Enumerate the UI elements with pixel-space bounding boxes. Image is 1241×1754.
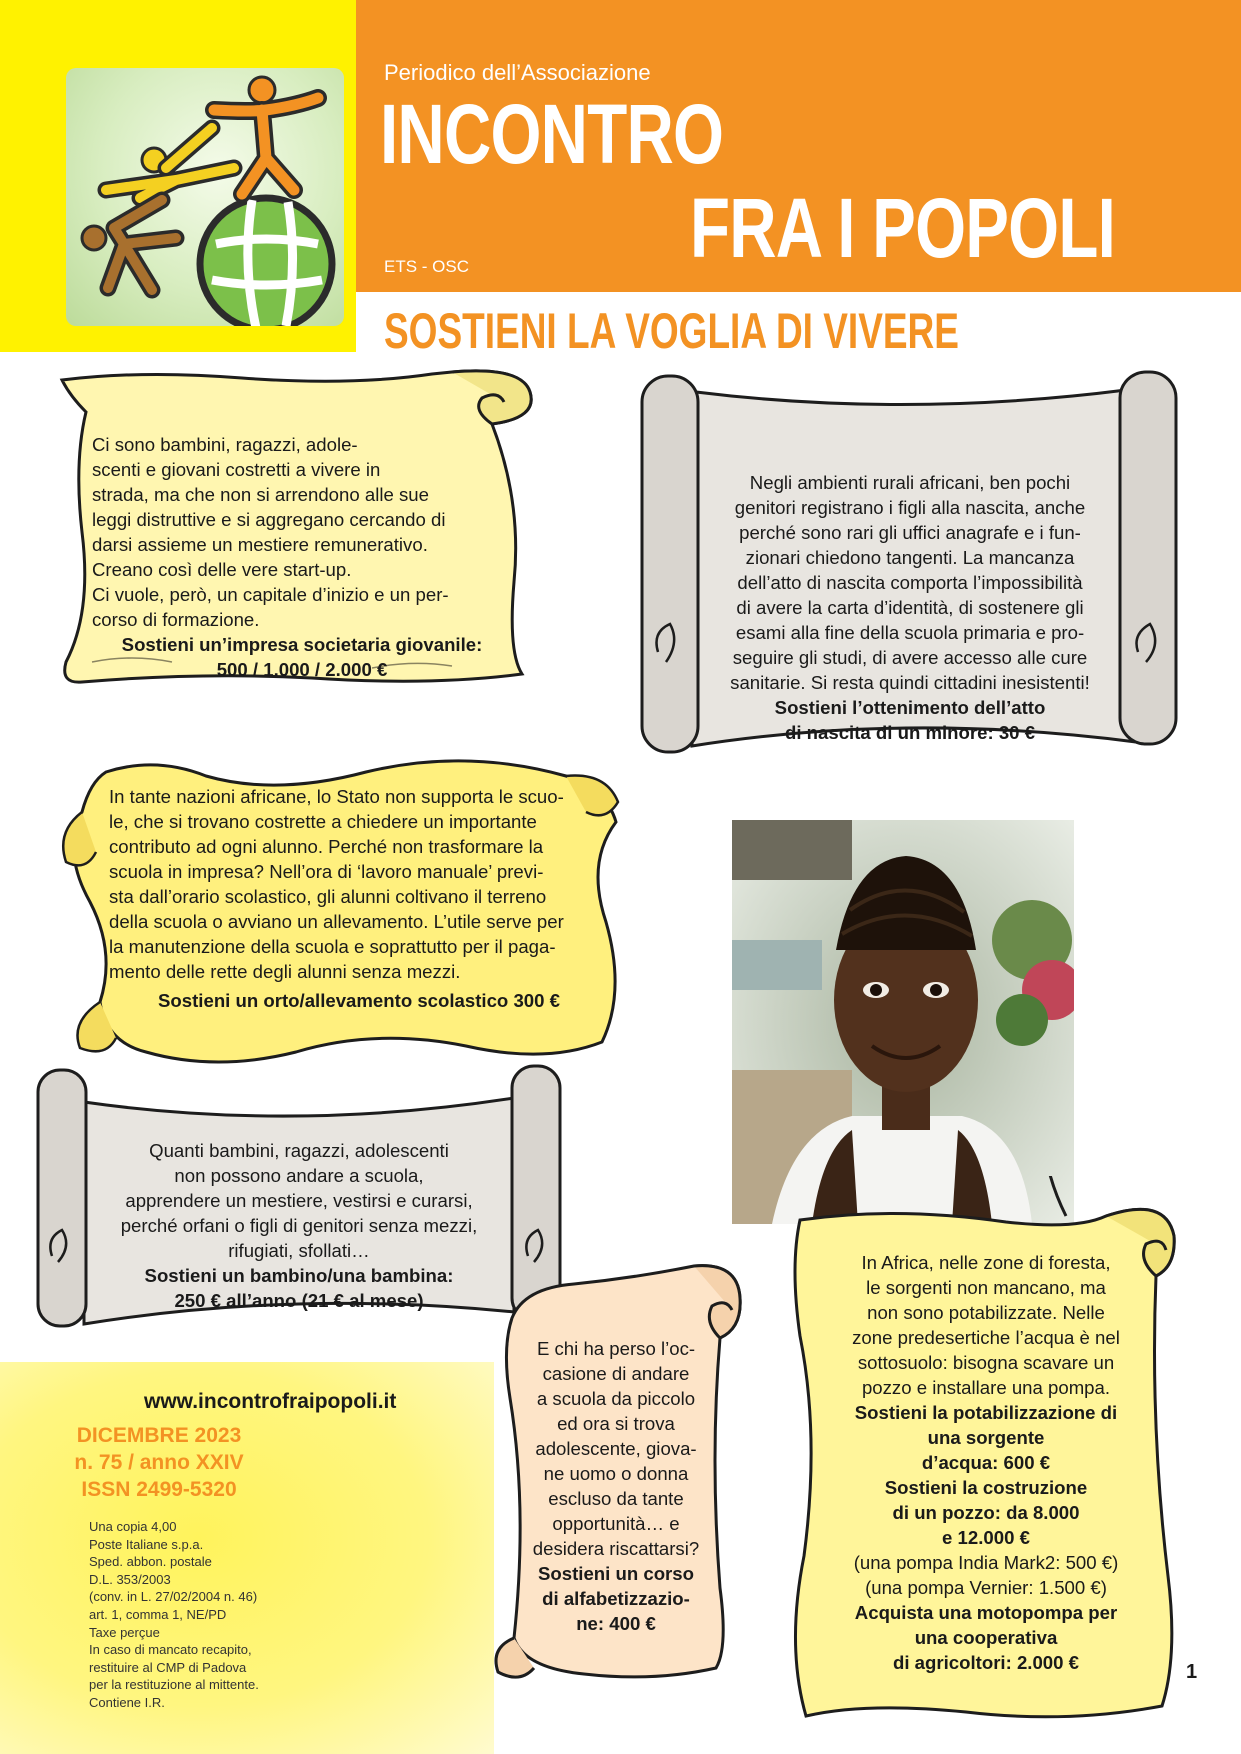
postal-line: restituire al CMP di Padova [89,1659,247,1675]
box6-body [806,1250,1166,1675]
cta-line: Sostieni un corso [537,1563,694,1584]
postal-line: per la restituzione al mittente. [89,1677,259,1693]
scroll-box-youth-enterprise [52,362,546,692]
cta-line: Sostieni la costruzione [884,1477,1088,1498]
box4-body [94,1138,504,1313]
box3-body [109,784,609,1013]
note-line: (una pompa India Mark2: 500 €) [853,1552,1119,1573]
masthead-title-line1: INCONTRO [380,87,724,181]
text-line: di avere la carta d’identità, di sostenere gli [736,597,1084,618]
postal-line: Poste Italiane s.p.a. [89,1536,204,1552]
postal-line: Taxe perçue [89,1624,160,1640]
cta-line: Sostieni la potabilizzazione di [854,1402,1118,1423]
text-line: Ci vuole, però, un capitale d’inizio e un per- [92,584,449,605]
page-number: 1 [1186,1661,1198,1683]
box5-body [516,1336,716,1636]
text-line: Ci sono bambini, ragazzi, adole- [92,434,358,455]
text-line: mento delle rette degli alunni senza mezzi. [109,961,461,982]
text-line: della scuola o avviano un allevamento. L’utile serve per [109,911,564,932]
text-line: opportunità… e [552,1513,680,1534]
box2-body [696,470,1124,745]
scroll-box-birth-certificate [636,362,1182,758]
text-line: seguire gli studi, di avere accesso alle cure [732,647,1088,668]
cta-line: di un pozzo: da 8.000 [892,1502,1080,1523]
text-line: perché sono rari gli uffici anagrafe e i fun- [739,522,1081,543]
text-line: le sorgenti non mancano, ma [866,1277,1106,1298]
cta-line: una sorgente [927,1427,1045,1448]
text-line: corso di formazione. [92,609,260,630]
issue-number: n. 75 / anno XXIV [74,1451,244,1474]
cta-line: Sostieni un orto/allevamento scolastico 300 € [158,990,560,1011]
text-line: Quanti bambini, ragazzi, adolescenti [149,1140,449,1161]
scroll-box-water-projects [776,1176,1206,1736]
postal-line: Sped. abbon. postale [89,1554,212,1570]
website-link[interactable]: www.incontrofraipopoli.it [144,1390,397,1413]
text-line: strada, ma che non si arrendono alle sue [92,484,429,505]
text-line: le, che si trovano costrette a chiedere un importante [109,811,537,832]
postal-line: Una copia 4,00 [89,1519,177,1534]
cta-line: di alfabetizzazio- [542,1588,690,1609]
box1-body [92,432,512,682]
text-line: apprendere un mestiere, vestirsi e curarsi, [125,1190,473,1211]
text-line: sta dall’orario scolastico, gli alunni coltivano il terreno [109,886,547,907]
text-line: genitori registrano i figli alla nascita, anche [734,497,1086,518]
page-headline: SOSTIENI LA VOGLIA DI VIVERE [384,303,959,359]
issn-number: ISSN 2499-5320 [81,1478,237,1501]
text-line: E chi ha perso l’oc- [536,1338,696,1359]
smiling-girl-image [732,820,1074,1224]
postal-line: D.L. 353/2003 [89,1571,171,1587]
text-line: zone predesertiche l’acqua è nel [852,1327,1120,1348]
scroll-box-school-garden [46,752,632,1072]
text-line: escluso da tante [548,1488,684,1509]
text-line: a scuola da piccolo [536,1388,696,1409]
postal-line: Contiene I.R. [89,1694,165,1710]
cta-line: ne: 400 € [576,1613,656,1634]
text-line: pozzo e installare una pompa. [861,1377,1111,1398]
text-line: sanitarie. Si resta quindi cittadini inesistenti! [730,672,1090,693]
cta-line: 250 € all’anno (21 € al mese) [174,1290,424,1311]
text-line: adolescente, giova- [535,1438,697,1459]
postal-line: (conv. in L. 27/02/2004 n. 46) [89,1589,258,1605]
cta-line: una cooperativa [914,1627,1058,1648]
child-photo [732,820,1074,1224]
text-line: sottosuolo: bisogna scavare un [857,1352,1115,1373]
text-line: non sono potabilizzate. Nelle [867,1302,1105,1323]
association-logo [66,68,344,326]
text-line: zionari chiedono tangenti. La mancanza [745,547,1075,568]
text-line: scenti e giovani costretti a vivere in [92,459,381,480]
text-line: In tante nazioni africane, lo Stato non supporta le scuo- [109,786,564,807]
cta-line: d’acqua: 600 € [921,1452,1051,1473]
cta-line: Acquista una motopompa per [854,1602,1118,1623]
text-line: dell’atto di nascita comporta l’impossibilità [737,572,1083,593]
postal-line: art. 1, comma 1, NE/PD [89,1606,227,1622]
text-line: Creano così delle vere start-up. [92,559,352,580]
periodical-label: Periodico dell’Associazione [384,60,651,85]
issue-date: DICEMBRE 2023 [76,1424,242,1447]
text-line: Negli ambienti rurali africani, ben pochi [749,472,1071,493]
cta-line: Sostieni un’impresa societaria giovanile: [121,634,483,655]
text-line: la manutenzione della scuola e soprattutto per il paga- [109,936,556,957]
cta-line: 500 / 1.000 / 2.000 € [216,659,388,680]
text-line: casione di andare [542,1363,690,1384]
logo-figures-icon [66,68,344,326]
text-line: In Africa, nelle zone di foresta, [861,1252,1111,1273]
text-line: ed ora si trova [557,1413,675,1434]
text-line: non possono andare a scuola, [174,1165,424,1186]
text-line: leggi distruttive e si aggregano cercando di [92,509,446,530]
cta-line: e 12.000 € [942,1527,1030,1548]
cta-line: Sostieni un bambino/una bambina: [144,1265,454,1286]
text-line: ne uomo o donna [543,1463,689,1484]
text-line: perché orfani o figli di genitori senza mezzi, [120,1215,478,1236]
cta-line: di nascita di un minore: 30 € [784,722,1036,743]
postal-line: In caso di mancato recapito, [89,1642,252,1658]
text-line: darsi assieme un mestiere remunerativo. [92,534,428,555]
cta-line: Sostieni l’ottenimento dell’atto [774,697,1046,718]
scroll-box-literacy-course [484,1258,754,1688]
text-line: contributo ad ogni alunno. Perché non trasformare la [109,836,544,857]
legal-status-label: ETS - OSC [384,257,470,276]
note-line: (una pompa Vernier: 1.500 €) [865,1577,1107,1598]
masthead-title-line2: FRA I POPOLI [690,181,1116,275]
text-line: rifugiati, sfollati… [228,1240,370,1261]
text-line: desidera riscattarsi? [532,1538,700,1559]
text-line: esami alla fine della scuola primaria e pro- [735,622,1085,643]
cta-line: di agricoltori: 2.000 € [892,1652,1079,1673]
postal-notice [89,1518,259,1712]
text-line: scuola in impresa? Nell’ora di ‘lavoro manuale’ previ- [109,861,544,882]
